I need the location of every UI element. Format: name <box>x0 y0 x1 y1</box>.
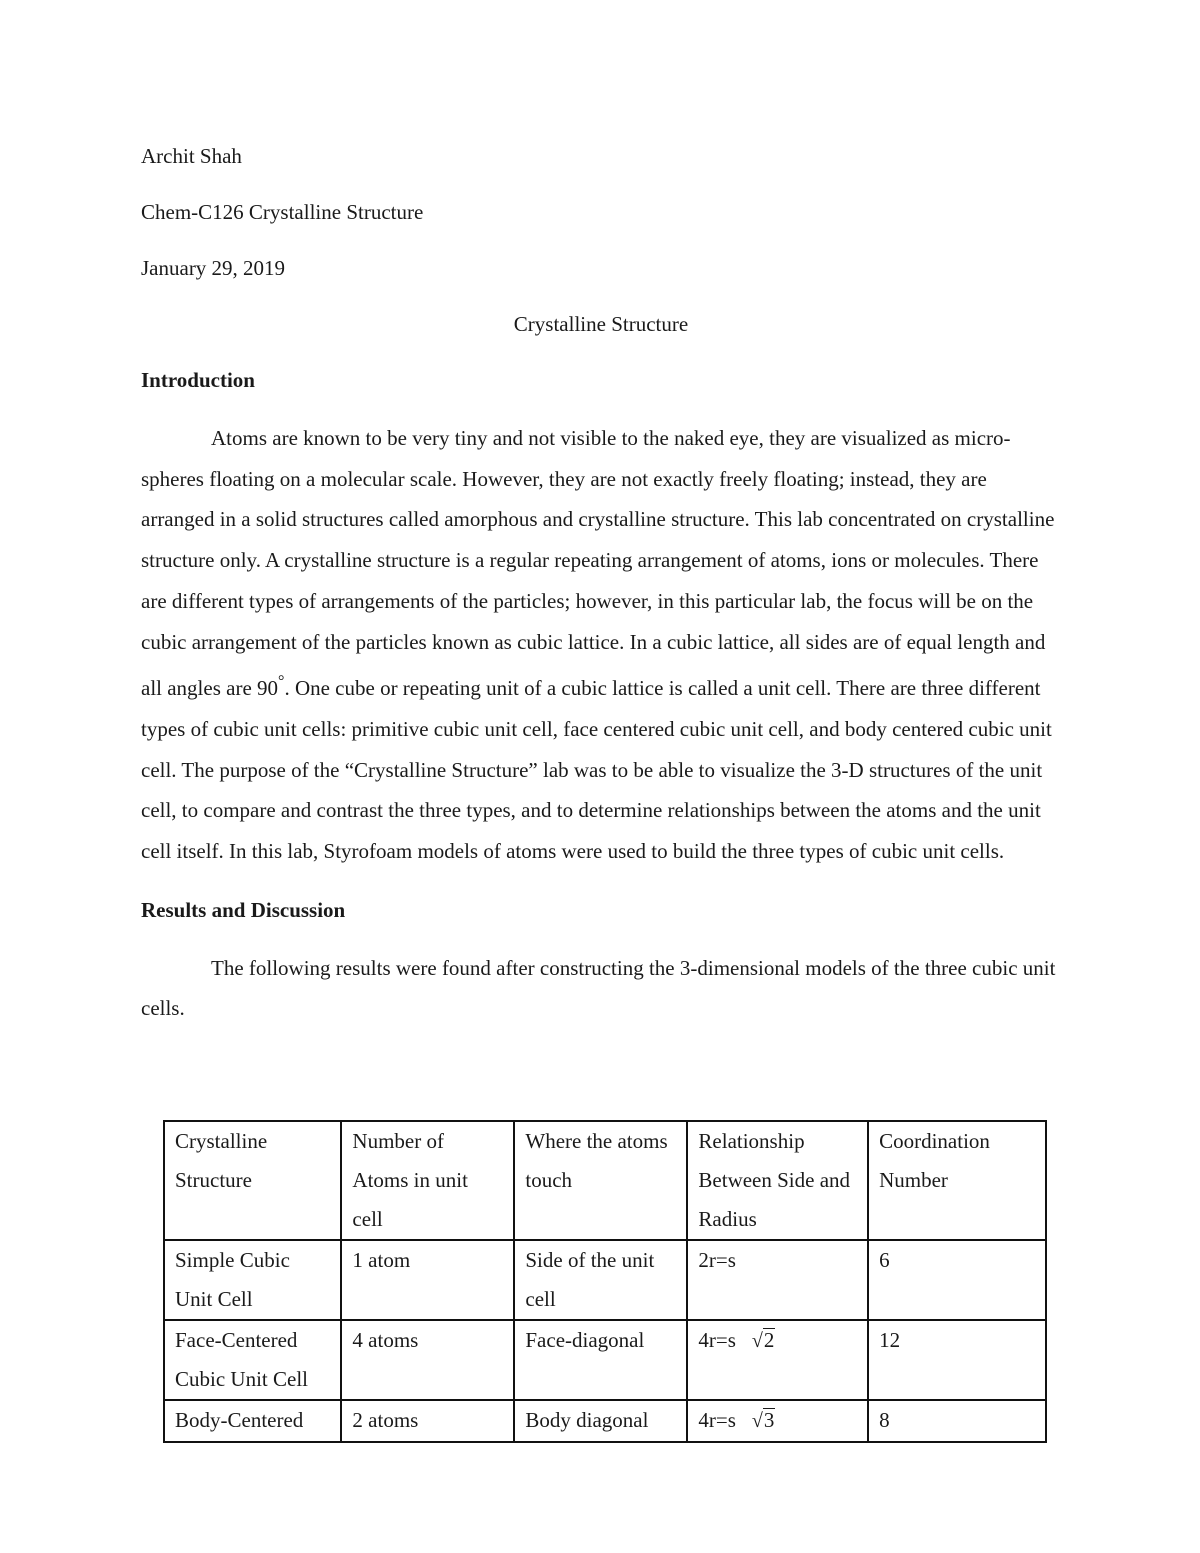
header-crystalline-structure: Crystalline Structure <box>164 1121 341 1240</box>
cell-coordination: 6 <box>868 1240 1046 1320</box>
table-row <box>164 1320 1046 1400</box>
document-body <box>141 138 1061 1029</box>
cell-touch: Face-diagonal <box>514 1320 687 1400</box>
header-side-radius-relationship: Relationship Between Side and Radius <box>687 1121 868 1240</box>
results-text: The following results were found after constructing the 3-dimensional models of the three cubic unit cells. <box>141 955 1056 1021</box>
cell-structure: Face-Centered Cubic Unit Cell <box>164 1320 341 1400</box>
relation-text: 4r=s <box>698 1328 736 1352</box>
cell-touch: Body diagonal <box>514 1400 687 1442</box>
results-paragraph <box>141 948 1061 1029</box>
cell-atoms: 1 atom <box>341 1240 514 1320</box>
results-table <box>163 1120 1047 1443</box>
author-name: Archit Shah <box>141 144 242 168</box>
table-row <box>164 1240 1046 1320</box>
cell-relation <box>687 1320 868 1400</box>
table-row <box>164 1400 1046 1442</box>
cell-atoms: 4 atoms <box>341 1320 514 1400</box>
relation-text: 2r=s <box>698 1248 736 1272</box>
document-date: January 29, 2019 <box>141 256 286 280</box>
degree-symbol: ° <box>278 673 285 691</box>
square-root-expression <box>752 1401 775 1441</box>
cell-relation <box>687 1240 868 1320</box>
introduction-text-part-2: . One cube or repeating unit of a cubic lattice is called a unit cell. There are three different types of cubic unit cells: primitive cubic unit cell, face centered cubic unit cell, and body centered cubic unit cell. The purpose of the “Crystalline Structure” lab was to be able to visualize the 3-D structures of the unit cell, to compare and contrast the three types, and to determine relationships between the atoms and the unit cell itself. In this lab, Styrofoam models of atoms were used to build the three types of cubic unit cells. <box>141 676 1052 864</box>
cell-touch: Side of the unit cell <box>514 1240 687 1320</box>
introduction-text-part-1: Atoms are known to be very tiny and not visible to the naked eye, they are visualized as micro-spheres floating on a molecular scale. However, they are not exactly freely floating; instead, they are arranged in a solid structures called amorphous and crystalline structure. This lab concentrated on crystalline structure only. A crystalline structure is a regular repeating arrangement of atoms, ions or molecules. There are different types of arrangements of the particles; however, in this particular lab, the focus will be on the cubic arrangement of the particles known as cubic lattice. In a cubic lattice, all sides are of equal length and all angles are 90 <box>141 426 1055 701</box>
header-where-atoms-touch: Where the atoms touch <box>514 1121 687 1240</box>
introduction-paragraph <box>141 418 1061 872</box>
results-heading: Results and Discussion <box>141 897 346 922</box>
square-root-expression <box>752 1321 775 1361</box>
cell-atoms: 2 atoms <box>341 1400 514 1442</box>
introduction-heading: Introduction <box>141 368 255 392</box>
cell-relation <box>687 1400 868 1442</box>
page-title: Crystalline Structure <box>513 312 689 336</box>
cell-structure: Body-Centered <box>164 1400 341 1442</box>
relation-text: 4r=s <box>698 1408 736 1432</box>
header-number-of-atoms: Number of Atoms in unit cell <box>341 1121 514 1240</box>
sqrt-radicand: 3 <box>763 1408 775 1432</box>
header-coordination-number: Coordination Number <box>868 1121 1046 1240</box>
table-header-row <box>164 1121 1046 1240</box>
sqrt-symbol: √ <box>751 1330 763 1352</box>
sqrt-symbol: √ <box>751 1410 763 1432</box>
cell-structure: Simple Cubic Unit Cell <box>164 1240 341 1320</box>
cell-coordination: 8 <box>868 1400 1046 1442</box>
sqrt-radicand: 2 <box>763 1328 775 1352</box>
cell-coordination: 12 <box>868 1320 1046 1400</box>
course-title: Chem-C126 Crystalline Structure <box>141 200 424 224</box>
